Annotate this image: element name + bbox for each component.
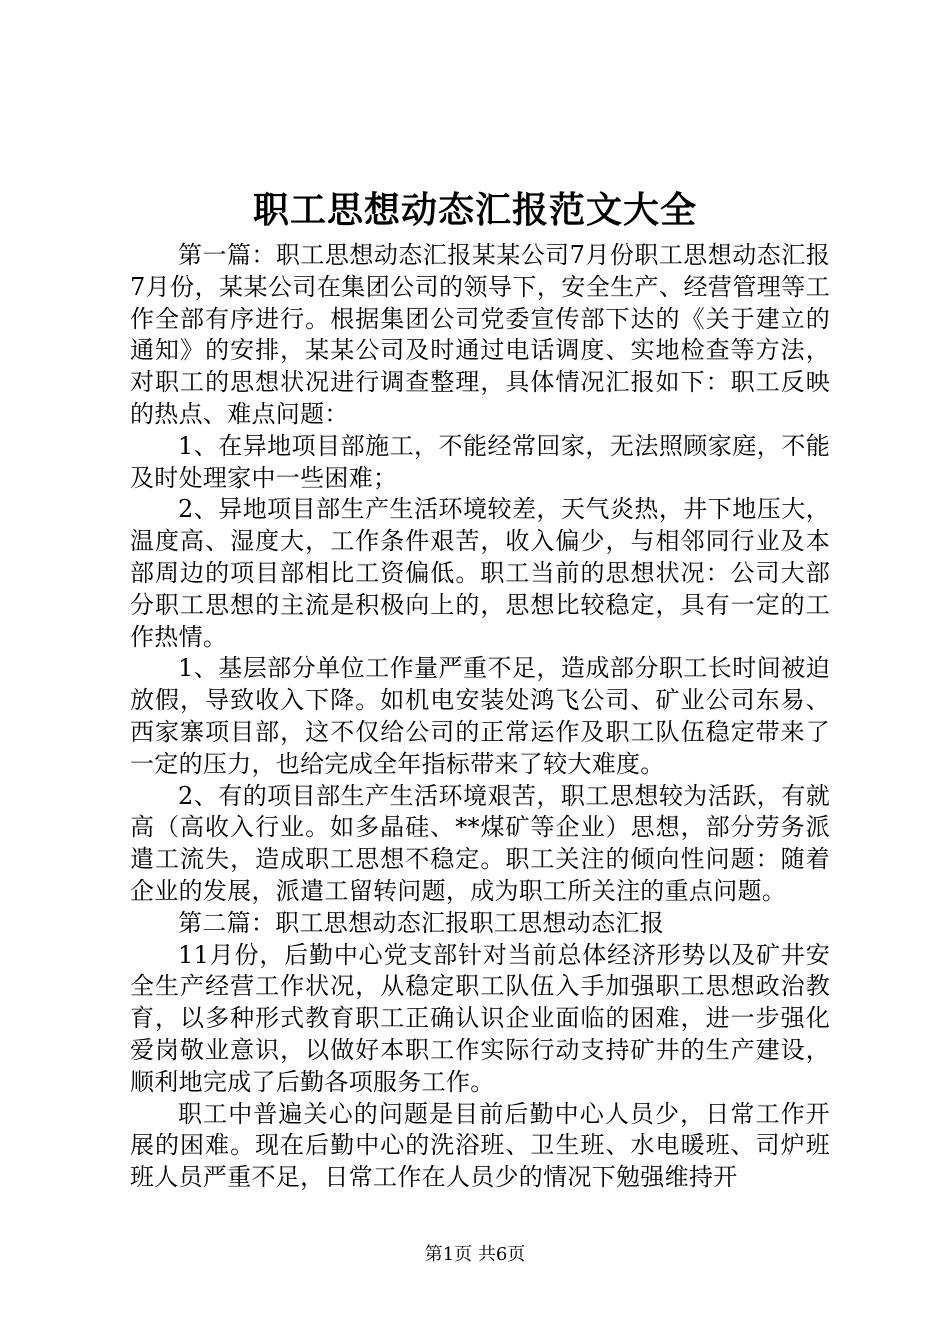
paragraph: 11月份，后勤中心党支部针对当前总体经济形势以及矿井安全生产经营工作状况，从稳定职工队伍入手加强职工思想政治教育，以多种形式教育职工正确认识企业面临的困难，进一步强化爱岗敬业意识，以做好本职工作实际行动支持矿井的生产建设，顺利地完成了后勤各项服务工作。 [130,940,830,1096]
paragraph: 职工中普遍关心的问题是目前后勤中心人员少，日常工作开展的困难。现在后勤中心的洗浴班、卫生班、水电暖班、司炉班班人员严重不足，日常工作在人员少的情况下勉强维持开 [130,1099,830,1192]
paragraph: 1、基层部分单位工作量严重不足，造成部分职工长时间被迫放假，导致收入下降。如机电安装处鸿飞公司、矿业公司东易、西家寨项目部，这不仅给公司的正常运作及职工队伍稳定带来了一定的压力，也给完成全年指标带来了较大难度。 [130,654,830,778]
paragraph: 第二篇：职工思想动态汇报职工思想动态汇报 [178,908,664,937]
page-number-footer: 第1页 共6页 [424,1244,526,1265]
paragraph: 第一篇：职工思想动态汇报某某公司7月份职工思想动态汇报7月份，某某公司在集团公司的领导下，安全生产、经营管理等工作全部有序进行。根据集团公司党委宣传部下达的《关于建立的通知》的安排，某某公司及时通过电话调度、实地检查等方法，对职工的思想状况进行调查整理，具体情况汇报如下：职工反映的热点、难点问题： [130,241,830,428]
paragraph: 2、有的项目部生产生活环境艰苦，职工思想较为活跃，有就高（高收入行业。如多晶硅、**煤矿等企业）思想，部分劳务派遣工流失，造成职工思想不稳定。职工关注的倾向性问题：随着企业的发展，派遣工留转问题，成为职工所关注的重点问题。 [130,781,830,905]
paragraph: 1、在异地项目部施工，不能经常回家，无法照顾家庭，不能及时处理家中一些困难； [130,431,830,492]
paragraph: 2、异地项目部生产生活环境较差，天气炎热，井下地压大，温度高、湿度大，工作条件艰苦，收入偏少，与相邻同行业及本部周边的项目部相比工资偏低。职工当前的思想状况：公司大部分职工思想的主流是积极向上的，思想比较稳定，具有一定的工作热情。 [130,495,830,651]
document-body [130,240,830,1194]
document-title: 职工思想动态汇报范文大全 [252,189,697,231]
